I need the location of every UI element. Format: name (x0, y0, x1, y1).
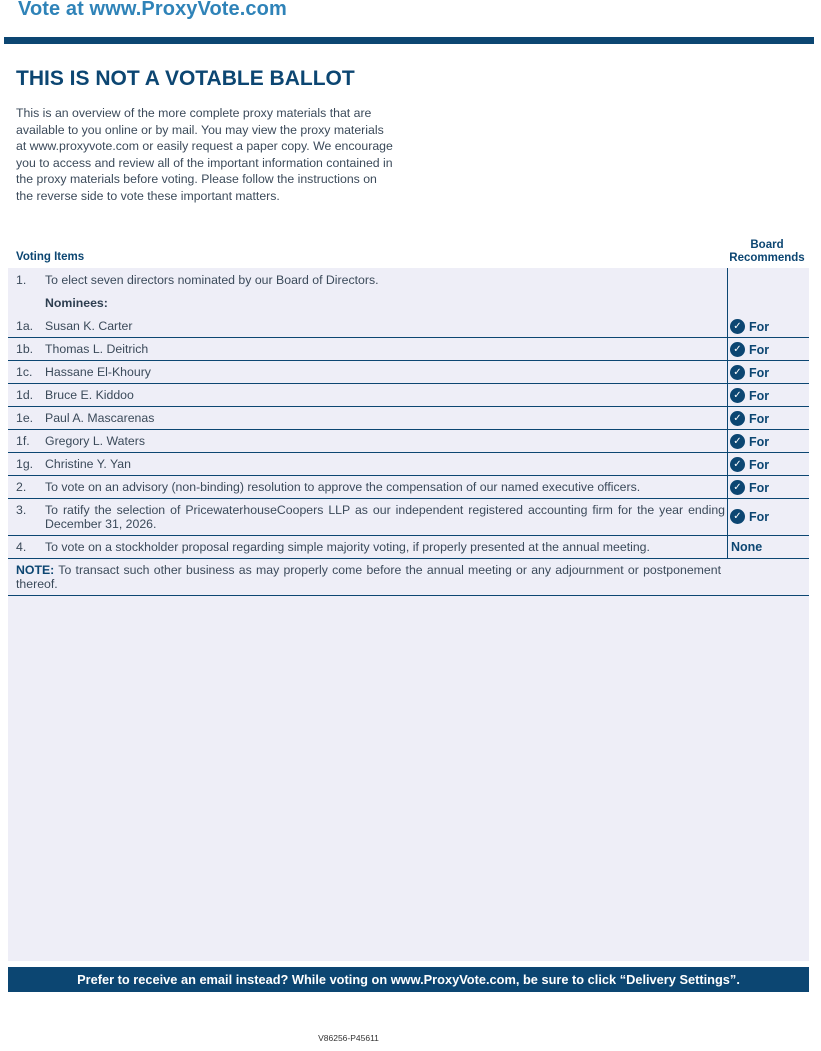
row-divider (8, 558, 809, 559)
intro-paragraph: This is an overview of the more complete proxy materials that are available to you online or by mail. You may view the proxy materials at www.proxyvote.com or easily request a paper copy. We encourage you to access and review all of the important information contained in the proxy materials before voting. Please follow the instructions on the reverse side to vote these important matters. (16, 106, 393, 203)
recommendation (730, 480, 769, 495)
item-number: 4. (16, 540, 27, 554)
recommendation-label: For (749, 365, 770, 380)
recommendation (730, 509, 769, 524)
check-circle-icon: ✓ (730, 411, 745, 426)
recommendation-label: For (749, 509, 770, 524)
check-circle-icon: ✓ (730, 434, 745, 449)
recommendation-label: For (749, 411, 770, 426)
item-number: 1. (16, 273, 27, 287)
nominee-number: 1g. (16, 457, 34, 471)
header-title: Vote at www.ProxyVote.com (18, 0, 287, 20)
recommendation-label: For (749, 388, 770, 403)
ballot-heading: THIS IS NOT A VOTABLE BALLOT (16, 67, 355, 90)
check-circle-icon: ✓ (730, 457, 745, 472)
header-divider (4, 37, 814, 44)
check-circle-icon: ✓ (730, 342, 745, 357)
row-divider (8, 535, 809, 536)
board-recommends-header (727, 239, 807, 265)
nominee-name: Paul A. Mascarenas (45, 411, 155, 425)
check-circle-icon: ✓ (730, 480, 745, 495)
board-header-line2: Recommends (729, 252, 805, 264)
recommendation-label: For (749, 319, 770, 334)
column-divider (727, 268, 728, 559)
nominee-number: 1b. (16, 342, 34, 356)
delivery-settings-banner: Prefer to receive an email instead? While voting on www.ProxyVote.com, be sure to click “Delivery Settings”. (8, 967, 809, 992)
recommendation (730, 388, 769, 403)
item-text: To vote on an advisory (non-binding) resolution to approve the compensation of our named executive officers. (45, 480, 641, 494)
nominee-name: Gregory L. Waters (45, 434, 145, 448)
row-divider (8, 383, 809, 384)
row-divider (8, 475, 809, 476)
board-header-line1: Board (750, 239, 784, 251)
nominee-name: Bruce E. Kiddoo (45, 388, 134, 402)
note (16, 563, 721, 591)
note-text: To transact such other business as may properly come before the annual meeting or any adjournment or postponement thereof. (16, 563, 722, 591)
nominee-number: 1f. (16, 434, 30, 448)
recommendation-label: For (749, 342, 770, 357)
recommendation (730, 365, 769, 380)
note-label: NOTE: (16, 563, 55, 577)
nominee-name: Susan K. Carter (45, 319, 133, 333)
item-number: 2. (16, 480, 27, 494)
check-circle-icon: ✓ (730, 365, 745, 380)
nominee-number: 1a. (16, 319, 34, 333)
check-circle-icon: ✓ (730, 388, 745, 403)
row-divider (8, 498, 809, 499)
nominee-number: 1c. (16, 365, 33, 379)
nominee-number: 1d. (16, 388, 34, 402)
row-divider (8, 452, 809, 453)
item-number: 3. (16, 503, 27, 517)
voting-items-header: Voting Items (16, 251, 85, 263)
recommendation-label: For (749, 457, 770, 472)
row-divider (8, 595, 809, 596)
check-circle-icon: ✓ (730, 319, 745, 334)
nominee-name: Thomas L. Deitrich (45, 342, 149, 356)
recommendation (730, 411, 769, 426)
row-divider (8, 337, 809, 338)
nominees-label: Nominees: (45, 296, 108, 310)
recommendation (730, 457, 769, 472)
recommendation-label: None (731, 540, 763, 554)
row-divider (8, 429, 809, 430)
nominee-name: Christine Y. Yan (45, 457, 131, 471)
nominee-number: 1e. (16, 411, 34, 425)
row-divider (8, 360, 809, 361)
nominee-name: Hassane El-Khoury (45, 365, 151, 379)
recommendation (731, 540, 762, 554)
recommendation (730, 434, 769, 449)
recommendation-label: For (749, 434, 770, 449)
document-code: V86256-P45611 (318, 1033, 379, 1043)
item-text: To elect seven directors nominated by our Board of Directors. (45, 273, 379, 287)
item-text: To ratify the selection of PricewaterhouseCoopers LLP as our independent registered accounting firm for the year ending December 31, 2026. (45, 503, 725, 531)
recommendation (730, 319, 769, 334)
recommendation (730, 342, 769, 357)
item-text: To vote on a stockholder proposal regarding simple majority voting, if properly presented at the annual meeting. (45, 540, 650, 554)
check-circle-icon: ✓ (730, 509, 745, 524)
recommendation-label: For (749, 480, 770, 495)
row-divider (8, 406, 809, 407)
